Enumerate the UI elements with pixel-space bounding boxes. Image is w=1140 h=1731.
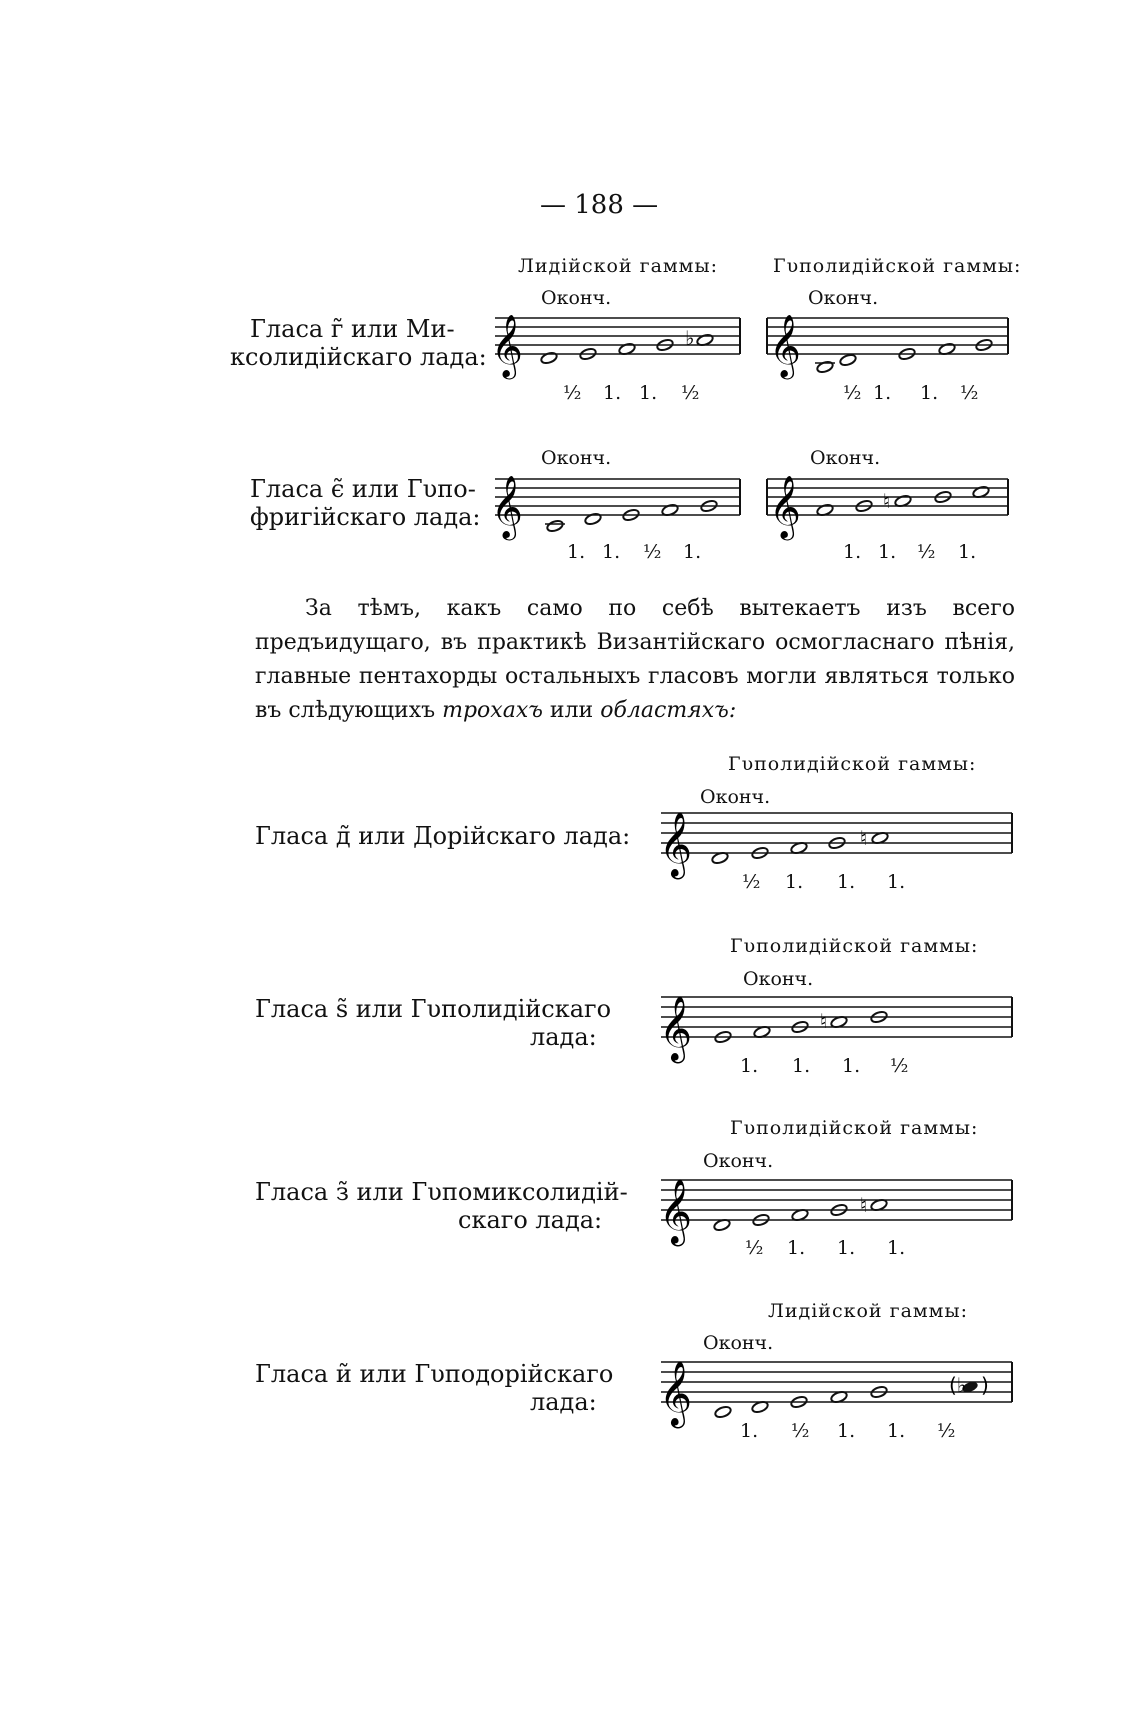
interval-ratio: 1. <box>842 1055 861 1077</box>
treble-clef-icon: 𝄞 <box>659 812 693 877</box>
natural-icon: ♮ <box>883 489 891 513</box>
interval-ratio: ½ <box>745 1237 764 1259</box>
interval-ratio: 1. <box>873 382 892 404</box>
svg-text:(♭: (♭ <box>949 1373 967 1397</box>
mode-label-line1: Гласа д̃ или Дорійскаго лада: <box>255 822 631 850</box>
interval-ratio: 1. <box>603 382 622 404</box>
mode-label-line1: Гласа г̃ или Ми- <box>250 315 455 343</box>
mode-label-line1: Гласа є̃ или Гυпо- <box>250 475 476 503</box>
treble-clef-icon: 𝄞 <box>491 475 523 538</box>
interval-ratio: 1. <box>567 541 586 563</box>
interval-ratio: 1. <box>837 871 856 893</box>
treble-clef-icon: 𝄞 <box>491 314 523 377</box>
interval-ratio: 1. <box>785 871 804 893</box>
gamma-heading: Гυполидійской гаммы: <box>730 935 979 957</box>
music-staff <box>485 466 745 546</box>
music-staff <box>657 992 1017 1062</box>
interval-ratio: 1. <box>843 541 862 563</box>
interval-ratio: 1. <box>887 1420 906 1442</box>
interval-ratio: 1. <box>639 382 658 404</box>
gamma-heading: Гυполидійской гаммы: <box>728 753 977 775</box>
okonch-label: Оконч. <box>703 1332 774 1354</box>
natural-icon: ♮ <box>860 826 868 850</box>
mode-label-line1: Гласа и̃ или Гυподорійскаго <box>255 1360 614 1388</box>
mode-label-line2: лада: <box>530 1388 597 1416</box>
italic-term: областяхъ: <box>600 698 737 723</box>
mode-label-line2: лада: <box>530 1023 597 1051</box>
treble-clef-icon: 𝄞 <box>659 1179 693 1244</box>
treble-clef-icon: 𝄞 <box>769 314 801 377</box>
interval-ratio: 1. <box>887 1237 906 1259</box>
treble-clef-icon: 𝄞 <box>659 996 693 1061</box>
interval-ratio: 1. <box>837 1237 856 1259</box>
flat-icon: ♭ <box>685 326 695 350</box>
okonch-label: Оконч. <box>810 447 881 469</box>
treble-clef-icon: 𝄞 <box>769 475 801 538</box>
interval-ratio: 1. <box>837 1420 856 1442</box>
music-staff <box>763 466 1018 546</box>
italic-term: трохахъ <box>442 698 543 723</box>
interval-ratio: ½ <box>643 541 662 563</box>
body-paragraph <box>255 592 1015 728</box>
okonch-label: Оконч. <box>743 968 814 990</box>
interval-ratio: 1. <box>792 1055 811 1077</box>
interval-ratio: 1. <box>878 541 897 563</box>
okonch-label: Оконч. <box>541 287 612 309</box>
interval-ratio: ½ <box>742 871 761 893</box>
interval-ratio: 1. <box>740 1055 759 1077</box>
mode-label-line2: скаго лада: <box>458 1206 603 1234</box>
paragraph-text: или <box>542 698 601 723</box>
interval-ratio: ½ <box>890 1055 909 1077</box>
natural-icon: ♮ <box>820 1009 828 1033</box>
interval-ratio: ½ <box>791 1420 810 1442</box>
interval-ratio: ½ <box>960 382 979 404</box>
interval-ratio: ½ <box>681 382 700 404</box>
interval-ratio: 1. <box>920 382 939 404</box>
interval-ratio: 1. <box>958 541 977 563</box>
gamma-heading-hypolydian: Гυполидійской гаммы: <box>773 255 1022 277</box>
okonch-label: Оконч. <box>700 786 771 808</box>
mode-label-line2: ксолидійскаго лада: <box>230 343 487 371</box>
interval-ratio: 1. <box>787 1237 806 1259</box>
music-staff <box>657 808 1017 878</box>
music-staff <box>485 305 745 385</box>
interval-ratio: ½ <box>843 382 862 404</box>
music-staff <box>657 1175 1017 1245</box>
gamma-heading: Лидійской гаммы: <box>768 1300 968 1322</box>
interval-ratio: ½ <box>917 541 936 563</box>
interval-ratio: ½ <box>563 382 582 404</box>
music-staff <box>763 305 1018 385</box>
interval-ratio: 1. <box>740 1420 759 1442</box>
paragraph-text: За тѣмъ, какъ само по себѣ вытекаетъ изъ всего предъидущаго, въ практикѣ Византійскаго осмогласнаго пѣнія, главные пентахорды остальныхъ гласовъ могли являться только въ слѣдующихъ <box>255 596 1015 723</box>
mode-label-line2: фригійскаго лада: <box>250 503 481 531</box>
music-staff <box>657 1357 1017 1427</box>
treble-clef-icon: 𝄞 <box>659 1361 693 1426</box>
page-number: — 188 — <box>540 190 659 220</box>
gamma-heading: Гυполидійской гаммы: <box>730 1117 979 1139</box>
mode-label-line1: Гласа з̃ или Гυпомиксолидій- <box>255 1178 628 1206</box>
gamma-heading-lydian: Лидійской гаммы: <box>518 255 718 277</box>
interval-ratio: 1. <box>683 541 702 563</box>
okonch-label: Оконч. <box>808 287 879 309</box>
interval-ratio: 1. <box>602 541 621 563</box>
okonch-label: Оконч. <box>703 1150 774 1172</box>
natural-icon: ♮ <box>860 1193 868 1217</box>
okonch-label: Оконч. <box>541 447 612 469</box>
interval-ratio: 1. <box>887 871 906 893</box>
mode-label-line1: Гласа ѕ̃ или Гυполидійскаго <box>255 995 612 1023</box>
svg-text:): ) <box>981 1373 989 1397</box>
interval-ratio: ½ <box>937 1420 956 1442</box>
